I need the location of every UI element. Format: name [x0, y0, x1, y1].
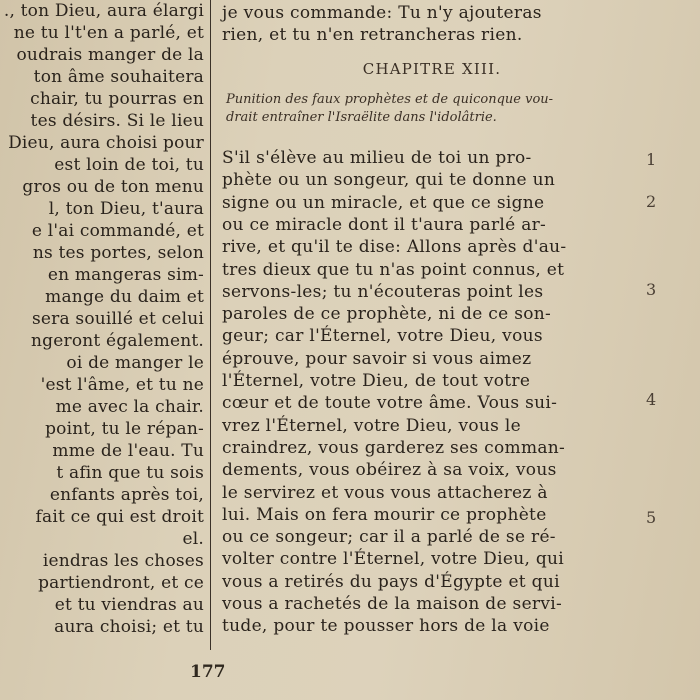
left-column-line: gros ou de ton menu: [22, 177, 204, 197]
body-text-line: rive, et qu'il te dise: Allons après d'au-: [222, 237, 567, 258]
body-text-line: vrez l'Éternel, votre Dieu, vous le: [222, 415, 522, 436]
body-text-line: craindrez, vous garderez ses comman-: [222, 437, 566, 458]
body-text-line: le servirez et vous vous attacherez à: [222, 482, 548, 503]
column-divider: [210, 0, 211, 650]
left-column-line: fait ce qui est droit: [35, 507, 204, 527]
left-column-line: en mangeras sim-: [47, 265, 204, 285]
verse-number: 4: [646, 390, 657, 409]
body-text-line: l'Éternel, votre Dieu, de tout votre: [222, 371, 531, 391]
body-text-line: dements, vous obéirez à sa voix, vous: [222, 460, 557, 481]
left-column: [0, 0, 208, 650]
left-column-line: me avec la chair.: [55, 397, 204, 417]
body-text-line: S'il s'élève au milieu de toi un pro-: [222, 148, 532, 168]
chapter-summary-line: Punition des faux prophètes et de quiconque vou-: [226, 92, 554, 107]
body-text-line: ou ce songeur; car il a parlé de se ré-: [222, 527, 556, 548]
verse-number: 3: [646, 280, 657, 299]
right-top-line: je vous commande: Tu n'y ajouteras: [222, 3, 542, 23]
body-text-line: éprouve, pour savoir si vous aimez: [222, 348, 532, 369]
left-column-line: ., ton Dieu, aura élargi: [3, 1, 204, 21]
page-number: 177: [190, 662, 226, 682]
left-column-line: Dieu, aura choisi pour: [8, 133, 204, 153]
right-top-line: rien, et tu n'en retrancheras rien.: [222, 25, 523, 45]
left-column-line: tes désirs. Si le lieu: [30, 111, 204, 131]
left-column-line: oudrais manger de la: [16, 45, 204, 65]
body-text-line: geur; car l'Éternel, votre Dieu, vous: [222, 326, 543, 347]
left-column-line: 'est l'âme, et tu ne: [40, 375, 204, 395]
left-column-line: iendras les choses: [42, 551, 204, 571]
body-text-line: tude, pour te pousser hors de la voie: [222, 616, 550, 637]
left-column-line: el.: [182, 529, 204, 549]
left-column-line: ne tu l't'en a parlé, et: [13, 23, 204, 43]
verse-number: 2: [646, 192, 657, 211]
left-column-line: ns tes portes, selon: [32, 243, 204, 263]
body-text-line: ou ce miracle dont il t'aura parlé ar-: [222, 214, 547, 235]
left-column-line: ngeront également.: [31, 331, 204, 351]
left-column-line: aura choisi; et tu: [54, 617, 204, 637]
left-column-line: t afin que tu sois: [56, 463, 204, 483]
body-text-line: signe ou un miracle, et que ce signe: [222, 192, 545, 213]
left-column-line: enfants après toi,: [49, 485, 204, 505]
verse-number: 1: [646, 150, 657, 169]
left-column-line: ton âme souhaitera: [33, 67, 204, 87]
left-column-line: point, tu le répan-: [45, 419, 204, 439]
left-column-line: est loin de toi, tu: [54, 155, 204, 175]
body-text-line: paroles de ce prophète, ni de ce son-: [222, 304, 552, 325]
left-column-line: e l'ai commandé, et: [31, 221, 204, 241]
left-column-line: mange du daim et: [45, 287, 204, 307]
right-column: [222, 0, 642, 650]
body-text-line: vous a rachetés de la maison de servi-: [222, 594, 563, 614]
body-text-line: cœur et de toute votre âme. Vous sui-: [222, 393, 558, 414]
left-column-line: et tu viendras au: [54, 595, 204, 615]
left-column-line: l, ton Dieu, t'aura: [48, 199, 204, 219]
body-text-line: vous a retirés du pays d'Égypte et qui: [222, 571, 560, 592]
chapter-title: CHAPITRE XIII.: [362, 60, 502, 78]
body-text-line: phète ou un songeur, qui te donne un: [222, 170, 556, 191]
left-column-line: chair, tu pourras en: [30, 89, 204, 109]
body-text-line: tres dieux que tu n'as point connus, et: [222, 259, 565, 280]
chapter-summary-line: drait entraîner l'Israëlite dans l'idolâtrie.: [226, 110, 497, 125]
body-text-line: lui. Mais on fera mourir ce prophète: [222, 504, 547, 525]
left-column-line: partiendront, et ce: [38, 573, 204, 593]
left-column-line: sera souillé et celui: [31, 309, 204, 329]
body-text-line: volter contre l'Éternel, votre Dieu, qui: [222, 549, 565, 570]
body-text-line: servons-les; tu n'écouteras point les: [222, 281, 544, 302]
left-column-line: oi de manger le: [66, 353, 204, 373]
left-column-line: mme de l'eau. Tu: [52, 441, 204, 461]
verse-number: 5: [646, 508, 657, 527]
